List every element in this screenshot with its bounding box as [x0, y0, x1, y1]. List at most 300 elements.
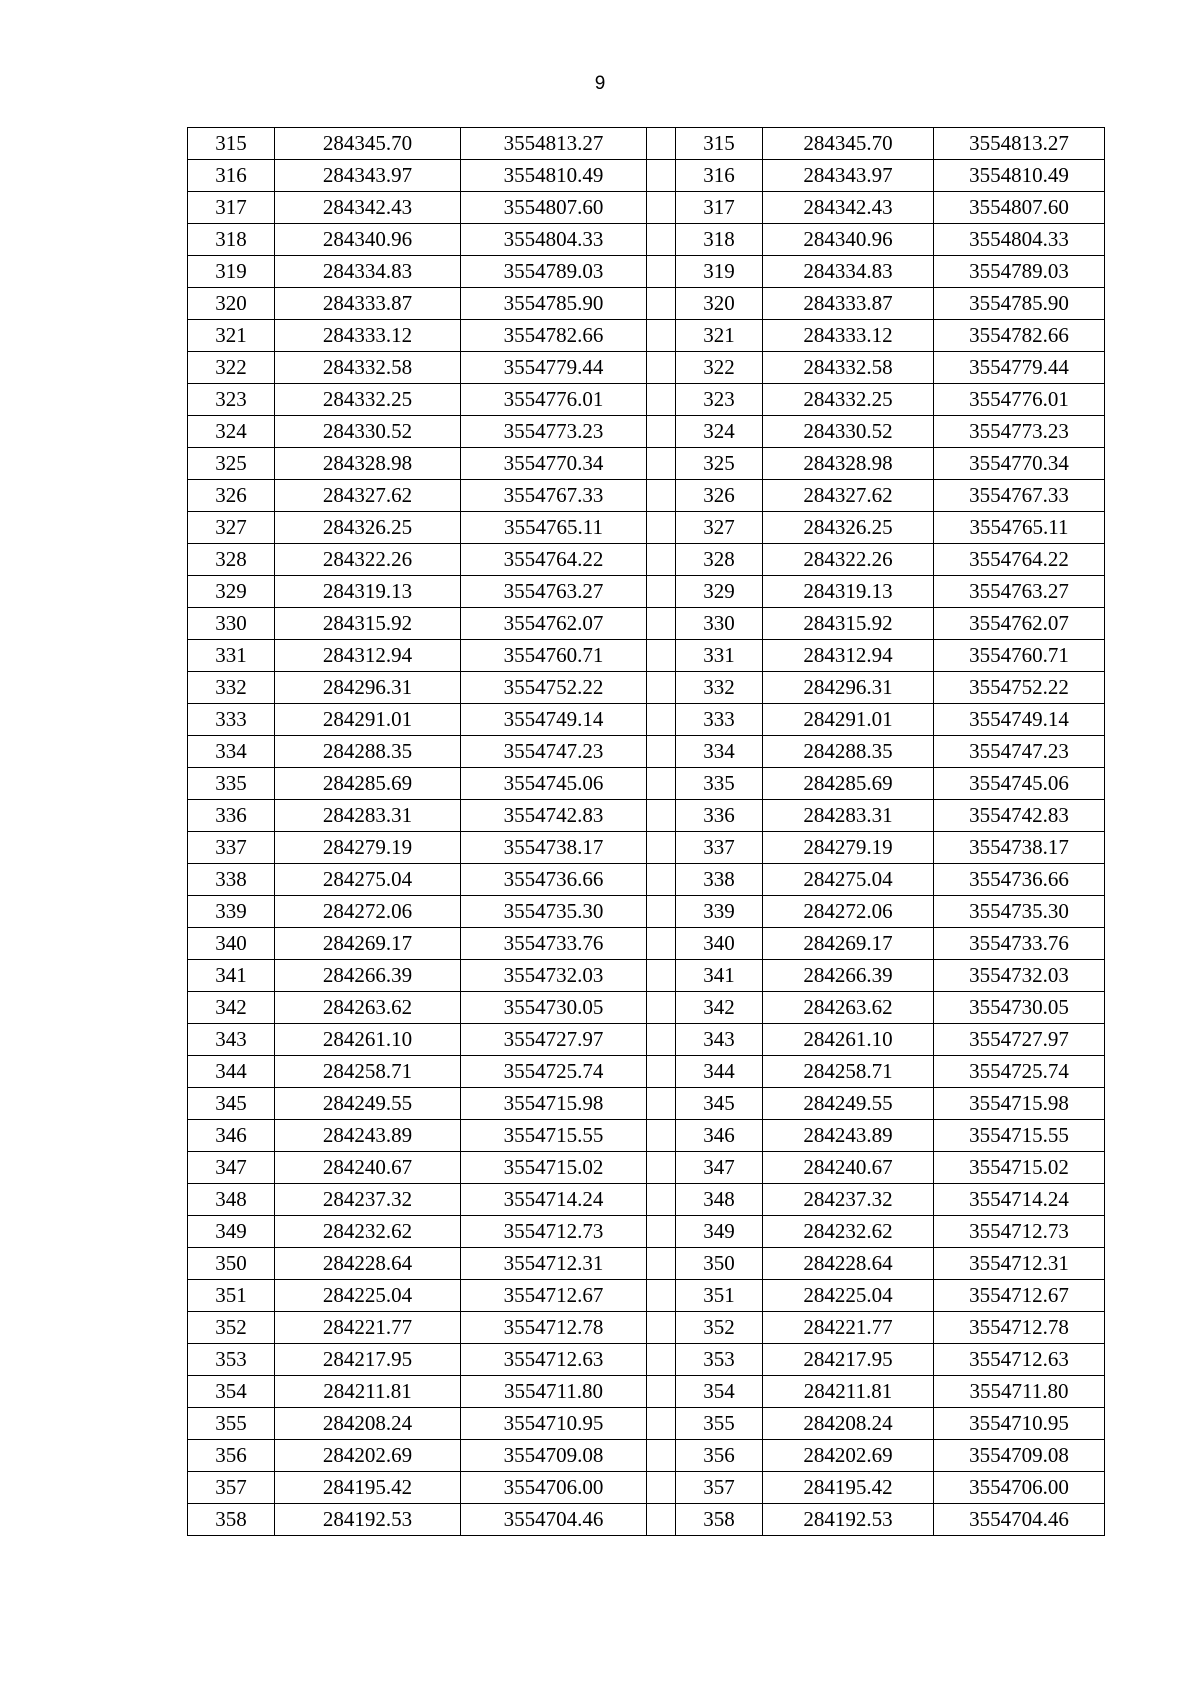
table-row	[188, 288, 1105, 320]
right-x-coordinate-cell: 284333.12	[763, 320, 934, 352]
separator-cell	[647, 576, 676, 608]
left-x-coordinate-cell: 284249.55	[275, 1088, 461, 1120]
left-x-coordinate-cell: 284343.97	[275, 160, 461, 192]
right-x-coordinate-cell: 284288.35	[763, 736, 934, 768]
right-x-coordinate-cell: 284208.24	[763, 1408, 934, 1440]
right-y-coordinate-cell: 3554810.49	[934, 160, 1105, 192]
left-y-coordinate-cell: 3554706.00	[461, 1472, 647, 1504]
right-point-number-cell: 332	[676, 672, 763, 704]
left-x-coordinate-cell: 284328.98	[275, 448, 461, 480]
table-row	[188, 192, 1105, 224]
right-point-number-cell: 317	[676, 192, 763, 224]
right-y-coordinate-cell: 3554715.02	[934, 1152, 1105, 1184]
table-row	[188, 1088, 1105, 1120]
right-x-coordinate-cell: 284332.58	[763, 352, 934, 384]
left-y-coordinate-cell: 3554770.34	[461, 448, 647, 480]
left-point-number-cell: 343	[188, 1024, 275, 1056]
right-x-coordinate-cell: 284263.62	[763, 992, 934, 1024]
separator-cell	[647, 1504, 676, 1536]
separator-cell	[647, 672, 676, 704]
left-point-number-cell: 332	[188, 672, 275, 704]
right-x-coordinate-cell: 284322.26	[763, 544, 934, 576]
left-x-coordinate-cell: 284269.17	[275, 928, 461, 960]
right-y-coordinate-cell: 3554712.67	[934, 1280, 1105, 1312]
right-y-coordinate-cell: 3554735.30	[934, 896, 1105, 928]
left-y-coordinate-cell: 3554733.76	[461, 928, 647, 960]
left-y-coordinate-cell: 3554747.23	[461, 736, 647, 768]
right-x-coordinate-cell: 284328.98	[763, 448, 934, 480]
right-point-number-cell: 356	[676, 1440, 763, 1472]
right-y-coordinate-cell: 3554725.74	[934, 1056, 1105, 1088]
right-point-number-cell: 319	[676, 256, 763, 288]
left-point-number-cell: 316	[188, 160, 275, 192]
left-y-coordinate-cell: 3554767.33	[461, 480, 647, 512]
table-row	[188, 1248, 1105, 1280]
right-point-number-cell: 333	[676, 704, 763, 736]
separator-cell	[647, 832, 676, 864]
table-row	[188, 864, 1105, 896]
left-y-coordinate-cell: 3554782.66	[461, 320, 647, 352]
left-x-coordinate-cell: 284279.19	[275, 832, 461, 864]
right-point-number-cell: 342	[676, 992, 763, 1024]
right-y-coordinate-cell: 3554779.44	[934, 352, 1105, 384]
table-row	[188, 640, 1105, 672]
right-point-number-cell: 320	[676, 288, 763, 320]
left-point-number-cell: 344	[188, 1056, 275, 1088]
table-row	[188, 736, 1105, 768]
right-y-coordinate-cell: 3554747.23	[934, 736, 1105, 768]
right-y-coordinate-cell: 3554712.73	[934, 1216, 1105, 1248]
right-y-coordinate-cell: 3554763.27	[934, 576, 1105, 608]
left-y-coordinate-cell: 3554738.17	[461, 832, 647, 864]
left-point-number-cell: 315	[188, 128, 275, 160]
right-y-coordinate-cell: 3554712.78	[934, 1312, 1105, 1344]
left-x-coordinate-cell: 284266.39	[275, 960, 461, 992]
right-y-coordinate-cell: 3554789.03	[934, 256, 1105, 288]
left-y-coordinate-cell: 3554773.23	[461, 416, 647, 448]
right-y-coordinate-cell: 3554804.33	[934, 224, 1105, 256]
left-point-number-cell: 356	[188, 1440, 275, 1472]
right-point-number-cell: 351	[676, 1280, 763, 1312]
right-x-coordinate-cell: 284202.69	[763, 1440, 934, 1472]
right-y-coordinate-cell: 3554727.97	[934, 1024, 1105, 1056]
left-x-coordinate-cell: 284240.67	[275, 1152, 461, 1184]
separator-cell	[647, 448, 676, 480]
table-row	[188, 352, 1105, 384]
separator-cell	[647, 960, 676, 992]
table-row	[188, 832, 1105, 864]
right-y-coordinate-cell: 3554767.33	[934, 480, 1105, 512]
right-x-coordinate-cell: 284330.52	[763, 416, 934, 448]
right-x-coordinate-cell: 284225.04	[763, 1280, 934, 1312]
left-point-number-cell: 342	[188, 992, 275, 1024]
right-x-coordinate-cell: 284192.53	[763, 1504, 934, 1536]
left-point-number-cell: 349	[188, 1216, 275, 1248]
separator-cell	[647, 1024, 676, 1056]
left-y-coordinate-cell: 3554730.05	[461, 992, 647, 1024]
left-point-number-cell: 334	[188, 736, 275, 768]
left-point-number-cell: 348	[188, 1184, 275, 1216]
right-y-coordinate-cell: 3554782.66	[934, 320, 1105, 352]
right-y-coordinate-cell: 3554760.71	[934, 640, 1105, 672]
right-x-coordinate-cell: 284237.32	[763, 1184, 934, 1216]
right-y-coordinate-cell: 3554736.66	[934, 864, 1105, 896]
left-point-number-cell: 350	[188, 1248, 275, 1280]
left-point-number-cell: 322	[188, 352, 275, 384]
separator-cell	[647, 992, 676, 1024]
separator-cell	[647, 736, 676, 768]
left-point-number-cell: 320	[188, 288, 275, 320]
separator-cell	[647, 768, 676, 800]
left-x-coordinate-cell: 284322.26	[275, 544, 461, 576]
separator-cell	[647, 1152, 676, 1184]
right-y-coordinate-cell: 3554732.03	[934, 960, 1105, 992]
table-row	[188, 608, 1105, 640]
table-row	[188, 576, 1105, 608]
right-x-coordinate-cell: 284296.31	[763, 672, 934, 704]
right-x-coordinate-cell: 284221.77	[763, 1312, 934, 1344]
table-row	[188, 1312, 1105, 1344]
left-y-coordinate-cell: 3554807.60	[461, 192, 647, 224]
right-point-number-cell: 343	[676, 1024, 763, 1056]
left-x-coordinate-cell: 284232.62	[275, 1216, 461, 1248]
table-row	[188, 1152, 1105, 1184]
left-y-coordinate-cell: 3554804.33	[461, 224, 647, 256]
right-point-number-cell: 338	[676, 864, 763, 896]
left-x-coordinate-cell: 284315.92	[275, 608, 461, 640]
left-point-number-cell: 355	[188, 1408, 275, 1440]
right-y-coordinate-cell: 3554706.00	[934, 1472, 1105, 1504]
left-x-coordinate-cell: 284261.10	[275, 1024, 461, 1056]
table-row	[188, 256, 1105, 288]
left-y-coordinate-cell: 3554779.44	[461, 352, 647, 384]
left-y-coordinate-cell: 3554711.80	[461, 1376, 647, 1408]
left-y-coordinate-cell: 3554714.24	[461, 1184, 647, 1216]
left-x-coordinate-cell: 284332.58	[275, 352, 461, 384]
right-x-coordinate-cell: 284285.69	[763, 768, 934, 800]
left-y-coordinate-cell: 3554760.71	[461, 640, 647, 672]
left-x-coordinate-cell: 284326.25	[275, 512, 461, 544]
left-point-number-cell: 352	[188, 1312, 275, 1344]
right-point-number-cell: 344	[676, 1056, 763, 1088]
left-y-coordinate-cell: 3554712.78	[461, 1312, 647, 1344]
right-y-coordinate-cell: 3554733.76	[934, 928, 1105, 960]
separator-cell	[647, 1056, 676, 1088]
separator-cell	[647, 192, 676, 224]
table-row	[188, 1280, 1105, 1312]
right-x-coordinate-cell: 284326.25	[763, 512, 934, 544]
table-row	[188, 512, 1105, 544]
left-point-number-cell: 345	[188, 1088, 275, 1120]
table-row	[188, 1344, 1105, 1376]
left-y-coordinate-cell: 3554715.55	[461, 1120, 647, 1152]
left-point-number-cell: 325	[188, 448, 275, 480]
left-point-number-cell: 341	[188, 960, 275, 992]
left-point-number-cell: 333	[188, 704, 275, 736]
right-x-coordinate-cell: 284342.43	[763, 192, 934, 224]
table-row	[188, 992, 1105, 1024]
right-point-number-cell: 321	[676, 320, 763, 352]
right-point-number-cell: 358	[676, 1504, 763, 1536]
right-point-number-cell: 325	[676, 448, 763, 480]
table-row	[188, 1120, 1105, 1152]
right-y-coordinate-cell: 3554711.80	[934, 1376, 1105, 1408]
left-point-number-cell: 329	[188, 576, 275, 608]
separator-cell	[647, 1184, 676, 1216]
table-row	[188, 896, 1105, 928]
table-row	[188, 1408, 1105, 1440]
right-point-number-cell: 318	[676, 224, 763, 256]
right-x-coordinate-cell: 284266.39	[763, 960, 934, 992]
right-point-number-cell: 327	[676, 512, 763, 544]
separator-cell	[647, 416, 676, 448]
left-point-number-cell: 328	[188, 544, 275, 576]
separator-cell	[647, 1376, 676, 1408]
right-x-coordinate-cell: 284312.94	[763, 640, 934, 672]
right-point-number-cell: 352	[676, 1312, 763, 1344]
page-number: 9	[594, 73, 606, 94]
table-row	[188, 384, 1105, 416]
separator-cell	[647, 1280, 676, 1312]
separator-cell	[647, 800, 676, 832]
left-point-number-cell: 330	[188, 608, 275, 640]
right-point-number-cell: 315	[676, 128, 763, 160]
right-point-number-cell: 349	[676, 1216, 763, 1248]
left-point-number-cell: 321	[188, 320, 275, 352]
left-point-number-cell: 318	[188, 224, 275, 256]
right-x-coordinate-cell: 284332.25	[763, 384, 934, 416]
left-x-coordinate-cell: 284225.04	[275, 1280, 461, 1312]
right-x-coordinate-cell: 284283.31	[763, 800, 934, 832]
left-point-number-cell: 323	[188, 384, 275, 416]
left-y-coordinate-cell: 3554789.03	[461, 256, 647, 288]
separator-cell	[647, 928, 676, 960]
right-y-coordinate-cell: 3554764.22	[934, 544, 1105, 576]
left-y-coordinate-cell: 3554712.73	[461, 1216, 647, 1248]
right-y-coordinate-cell: 3554770.34	[934, 448, 1105, 480]
right-y-coordinate-cell: 3554762.07	[934, 608, 1105, 640]
table-row	[188, 544, 1105, 576]
right-point-number-cell: 326	[676, 480, 763, 512]
left-point-number-cell: 351	[188, 1280, 275, 1312]
right-point-number-cell: 355	[676, 1408, 763, 1440]
left-point-number-cell: 326	[188, 480, 275, 512]
table-row	[188, 1184, 1105, 1216]
separator-cell	[647, 896, 676, 928]
separator-cell	[647, 320, 676, 352]
coordinate-table	[187, 127, 1105, 1536]
table-row	[188, 1216, 1105, 1248]
separator-cell	[647, 288, 676, 320]
right-point-number-cell: 357	[676, 1472, 763, 1504]
table-row	[188, 128, 1105, 160]
right-point-number-cell: 353	[676, 1344, 763, 1376]
left-x-coordinate-cell: 284202.69	[275, 1440, 461, 1472]
left-x-coordinate-cell: 284208.24	[275, 1408, 461, 1440]
right-x-coordinate-cell: 284269.17	[763, 928, 934, 960]
separator-cell	[647, 480, 676, 512]
table-row	[188, 704, 1105, 736]
separator-cell	[647, 1344, 676, 1376]
right-point-number-cell: 339	[676, 896, 763, 928]
right-y-coordinate-cell: 3554813.27	[934, 128, 1105, 160]
table-row	[188, 416, 1105, 448]
left-x-coordinate-cell: 284288.35	[275, 736, 461, 768]
left-x-coordinate-cell: 284340.96	[275, 224, 461, 256]
right-point-number-cell: 331	[676, 640, 763, 672]
left-point-number-cell: 327	[188, 512, 275, 544]
left-x-coordinate-cell: 284221.77	[275, 1312, 461, 1344]
left-point-number-cell: 319	[188, 256, 275, 288]
right-point-number-cell: 334	[676, 736, 763, 768]
separator-cell	[647, 256, 676, 288]
separator-cell	[647, 1408, 676, 1440]
table-row	[188, 1376, 1105, 1408]
right-point-number-cell: 323	[676, 384, 763, 416]
separator-cell	[647, 608, 676, 640]
left-y-coordinate-cell: 3554704.46	[461, 1504, 647, 1536]
right-point-number-cell: 324	[676, 416, 763, 448]
right-point-number-cell: 322	[676, 352, 763, 384]
right-x-coordinate-cell: 284211.81	[763, 1376, 934, 1408]
right-x-coordinate-cell: 284272.06	[763, 896, 934, 928]
table-row	[188, 960, 1105, 992]
left-x-coordinate-cell: 284327.62	[275, 480, 461, 512]
right-point-number-cell: 330	[676, 608, 763, 640]
right-x-coordinate-cell: 284275.04	[763, 864, 934, 896]
separator-cell	[647, 544, 676, 576]
left-x-coordinate-cell: 284272.06	[275, 896, 461, 928]
right-point-number-cell: 335	[676, 768, 763, 800]
left-y-coordinate-cell: 3554742.83	[461, 800, 647, 832]
right-x-coordinate-cell: 284334.83	[763, 256, 934, 288]
left-point-number-cell: 335	[188, 768, 275, 800]
left-point-number-cell: 317	[188, 192, 275, 224]
table-row	[188, 1024, 1105, 1056]
left-x-coordinate-cell: 284283.31	[275, 800, 461, 832]
left-y-coordinate-cell: 3554715.98	[461, 1088, 647, 1120]
right-x-coordinate-cell: 284240.67	[763, 1152, 934, 1184]
left-y-coordinate-cell: 3554813.27	[461, 128, 647, 160]
left-point-number-cell: 337	[188, 832, 275, 864]
separator-cell	[647, 640, 676, 672]
left-point-number-cell: 358	[188, 1504, 275, 1536]
right-point-number-cell: 341	[676, 960, 763, 992]
left-x-coordinate-cell: 284228.64	[275, 1248, 461, 1280]
table-row	[188, 1504, 1105, 1536]
right-x-coordinate-cell: 284217.95	[763, 1344, 934, 1376]
left-y-coordinate-cell: 3554785.90	[461, 288, 647, 320]
separator-cell	[647, 1088, 676, 1120]
right-y-coordinate-cell: 3554738.17	[934, 832, 1105, 864]
table-row	[188, 448, 1105, 480]
right-y-coordinate-cell: 3554807.60	[934, 192, 1105, 224]
left-y-coordinate-cell: 3554735.30	[461, 896, 647, 928]
table-row	[188, 1440, 1105, 1472]
left-point-number-cell: 346	[188, 1120, 275, 1152]
left-x-coordinate-cell: 284192.53	[275, 1504, 461, 1536]
right-y-coordinate-cell: 3554714.24	[934, 1184, 1105, 1216]
right-x-coordinate-cell: 284243.89	[763, 1120, 934, 1152]
right-y-coordinate-cell: 3554749.14	[934, 704, 1105, 736]
left-y-coordinate-cell: 3554765.11	[461, 512, 647, 544]
right-y-coordinate-cell: 3554712.63	[934, 1344, 1105, 1376]
left-point-number-cell: 331	[188, 640, 275, 672]
table-row	[188, 768, 1105, 800]
right-y-coordinate-cell: 3554765.11	[934, 512, 1105, 544]
left-point-number-cell: 339	[188, 896, 275, 928]
left-x-coordinate-cell: 284332.25	[275, 384, 461, 416]
right-y-coordinate-cell: 3554752.22	[934, 672, 1105, 704]
right-point-number-cell: 347	[676, 1152, 763, 1184]
left-x-coordinate-cell: 284334.83	[275, 256, 461, 288]
left-y-coordinate-cell: 3554715.02	[461, 1152, 647, 1184]
left-point-number-cell: 357	[188, 1472, 275, 1504]
right-point-number-cell: 329	[676, 576, 763, 608]
left-x-coordinate-cell: 284296.31	[275, 672, 461, 704]
left-point-number-cell: 353	[188, 1344, 275, 1376]
left-x-coordinate-cell: 284211.81	[275, 1376, 461, 1408]
right-x-coordinate-cell: 284249.55	[763, 1088, 934, 1120]
separator-cell	[647, 704, 676, 736]
left-y-coordinate-cell: 3554732.03	[461, 960, 647, 992]
left-y-coordinate-cell: 3554752.22	[461, 672, 647, 704]
left-y-coordinate-cell: 3554710.95	[461, 1408, 647, 1440]
right-x-coordinate-cell: 284258.71	[763, 1056, 934, 1088]
table-row	[188, 928, 1105, 960]
right-y-coordinate-cell: 3554704.46	[934, 1504, 1105, 1536]
table-row	[188, 800, 1105, 832]
separator-cell	[647, 1120, 676, 1152]
left-x-coordinate-cell: 284312.94	[275, 640, 461, 672]
separator-cell	[647, 160, 676, 192]
left-x-coordinate-cell: 284263.62	[275, 992, 461, 1024]
left-y-coordinate-cell: 3554749.14	[461, 704, 647, 736]
right-point-number-cell: 346	[676, 1120, 763, 1152]
right-x-coordinate-cell: 284345.70	[763, 128, 934, 160]
left-y-coordinate-cell: 3554712.63	[461, 1344, 647, 1376]
left-x-coordinate-cell: 284319.13	[275, 576, 461, 608]
right-y-coordinate-cell: 3554709.08	[934, 1440, 1105, 1472]
right-x-coordinate-cell: 284261.10	[763, 1024, 934, 1056]
left-x-coordinate-cell: 284333.87	[275, 288, 461, 320]
left-y-coordinate-cell: 3554709.08	[461, 1440, 647, 1472]
right-y-coordinate-cell: 3554712.31	[934, 1248, 1105, 1280]
right-point-number-cell: 348	[676, 1184, 763, 1216]
right-x-coordinate-cell: 284228.64	[763, 1248, 934, 1280]
separator-cell	[647, 128, 676, 160]
table-row	[188, 320, 1105, 352]
left-y-coordinate-cell: 3554763.27	[461, 576, 647, 608]
left-x-coordinate-cell: 284217.95	[275, 1344, 461, 1376]
right-point-number-cell: 340	[676, 928, 763, 960]
coordinate-table-body	[188, 128, 1105, 1536]
right-x-coordinate-cell: 284340.96	[763, 224, 934, 256]
left-y-coordinate-cell: 3554725.74	[461, 1056, 647, 1088]
left-x-coordinate-cell: 284333.12	[275, 320, 461, 352]
separator-cell	[647, 512, 676, 544]
right-y-coordinate-cell: 3554745.06	[934, 768, 1105, 800]
right-x-coordinate-cell: 284327.62	[763, 480, 934, 512]
left-y-coordinate-cell: 3554810.49	[461, 160, 647, 192]
table-row	[188, 1472, 1105, 1504]
table-row	[188, 1056, 1105, 1088]
right-point-number-cell: 336	[676, 800, 763, 832]
left-x-coordinate-cell: 284275.04	[275, 864, 461, 896]
right-y-coordinate-cell: 3554715.55	[934, 1120, 1105, 1152]
left-x-coordinate-cell: 284330.52	[275, 416, 461, 448]
table-row	[188, 480, 1105, 512]
